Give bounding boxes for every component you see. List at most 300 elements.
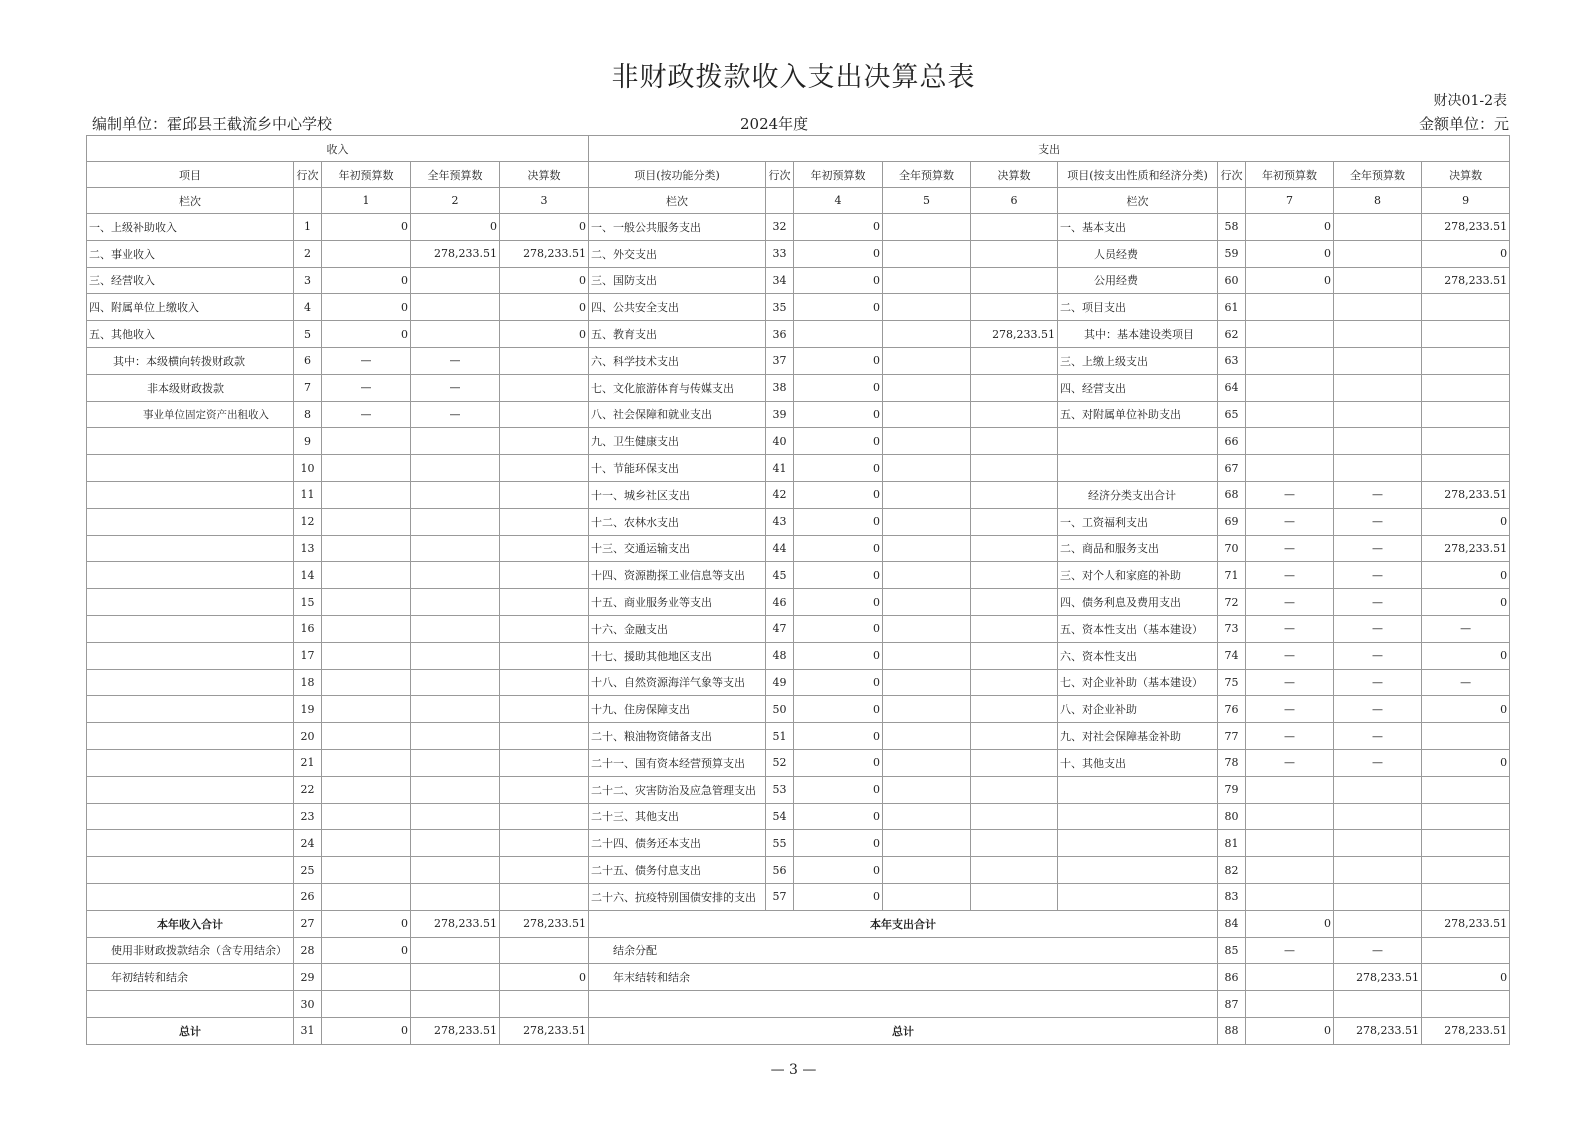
amount-cell (322, 642, 411, 669)
amount-cell (1246, 347, 1334, 374)
row-number-cell: 24 (294, 830, 322, 857)
amount-cell (883, 214, 971, 241)
amount-cell (971, 589, 1058, 616)
amount-cell (883, 857, 971, 884)
row-number-cell: 31 (294, 1017, 322, 1044)
amount-cell (1246, 401, 1334, 428)
column-header-row (87, 162, 1510, 188)
amount-cell (883, 401, 971, 428)
row-number-cell: 83 (1218, 883, 1246, 910)
item-cell: 二十一、国有资本经营预算支出 (589, 749, 766, 776)
row-number-cell: 41 (766, 455, 794, 482)
amount-cell: 0 (500, 294, 589, 321)
row-number-cell: 25 (294, 857, 322, 884)
row-number-cell: 87 (1218, 991, 1246, 1018)
budget-summary-table (86, 135, 1510, 1045)
amount-cell: 278,233.51 (411, 910, 500, 937)
row-number-cell: 18 (294, 669, 322, 696)
amount-cell (500, 615, 589, 642)
amount-cell (1422, 401, 1510, 428)
amount-cell: 0 (794, 830, 883, 857)
column-header-cell: 全年预算数 (411, 162, 500, 188)
form-number: 财决01-2表 (1433, 93, 1507, 109)
table-row (87, 615, 1510, 642)
item-cell (87, 857, 294, 884)
table-row (87, 374, 1510, 401)
amount-cell (411, 294, 500, 321)
item-cell: 一、上级补助收入 (87, 214, 294, 241)
row-number-cell: 75 (1218, 669, 1246, 696)
amount-cell: — (1246, 642, 1334, 669)
amount-cell (322, 562, 411, 589)
row-number-cell: 37 (766, 347, 794, 374)
amount-cell (971, 374, 1058, 401)
amount-cell (971, 508, 1058, 535)
row-number-cell: 15 (294, 589, 322, 616)
amount-cell (883, 455, 971, 482)
row-number-cell: 43 (766, 508, 794, 535)
amount-cell: 0 (794, 428, 883, 455)
amount-cell (971, 240, 1058, 267)
amount-cell (883, 374, 971, 401)
amount-cell (411, 669, 500, 696)
amount-cell (500, 481, 589, 508)
row-number-cell: 57 (766, 883, 794, 910)
expense-section-header: 支出 (589, 136, 1510, 162)
row-number-cell: 2 (294, 240, 322, 267)
summary-expense-label (589, 991, 1218, 1018)
amount-cell: 0 (794, 615, 883, 642)
amount-cell (883, 883, 971, 910)
amount-cell (1334, 428, 1422, 455)
amount-cell (1422, 723, 1510, 750)
item-cell: 十五、商业服务业等支出 (589, 589, 766, 616)
row-number-cell: 22 (294, 776, 322, 803)
item-cell: 二、外交支出 (589, 240, 766, 267)
row-number-cell: 64 (1218, 374, 1246, 401)
item-cell: 七、文化旅游体育与传媒支出 (589, 374, 766, 401)
column-header-cell: 年初预算数 (322, 162, 411, 188)
row-number-cell: 52 (766, 749, 794, 776)
row-number-cell: 1 (294, 214, 322, 241)
amount-cell (1246, 294, 1334, 321)
amount-cell: 0 (1422, 749, 1510, 776)
amount-cell (411, 562, 500, 589)
row-number-cell: 85 (1218, 937, 1246, 964)
amount-cell: — (1246, 669, 1334, 696)
amount-cell (1334, 910, 1422, 937)
row-number-cell: 32 (766, 214, 794, 241)
amount-cell (1334, 991, 1422, 1018)
row-number-cell: 84 (1218, 910, 1246, 937)
amount-cell (1246, 776, 1334, 803)
item-cell: 二十、粮油物资储备支出 (589, 723, 766, 750)
amount-cell: — (1246, 937, 1334, 964)
item-cell: 四、经营支出 (1058, 374, 1218, 401)
row-number-cell: 23 (294, 803, 322, 830)
amount-cell (411, 589, 500, 616)
row-number-cell: 3 (294, 267, 322, 294)
amount-cell: 0 (794, 776, 883, 803)
summary-item-cell: 总计 (87, 1017, 294, 1044)
item-cell: 事业单位固定资产出租收入 (87, 401, 294, 428)
item-cell (87, 562, 294, 589)
amount-cell (883, 589, 971, 616)
column-header-cell (766, 188, 794, 214)
amount-cell (411, 723, 500, 750)
amount-cell: — (322, 347, 411, 374)
item-cell (87, 696, 294, 723)
item-cell (87, 615, 294, 642)
amount-cell (971, 696, 1058, 723)
amount-cell: 0 (1246, 240, 1334, 267)
amount-cell: — (1422, 615, 1510, 642)
amount-cell: 0 (500, 321, 589, 348)
amount-cell (971, 723, 1058, 750)
row-number-cell: 51 (766, 723, 794, 750)
column-header-cell: 行次 (766, 162, 794, 188)
item-cell: 一、基本支出 (1058, 214, 1218, 241)
amount-cell: — (1246, 589, 1334, 616)
summary-expense-label: 本年支出合计 (589, 910, 1218, 937)
item-cell (87, 803, 294, 830)
amount-cell: — (1246, 723, 1334, 750)
table-row (87, 428, 1510, 455)
row-number-cell: 72 (1218, 589, 1246, 616)
item-cell (87, 669, 294, 696)
item-cell: 三、上缴上级支出 (1058, 347, 1218, 374)
amount-cell (1422, 991, 1510, 1018)
amount-cell (1334, 347, 1422, 374)
amount-cell: — (1246, 615, 1334, 642)
amount-cell (1422, 776, 1510, 803)
column-header-cell: 5 (883, 188, 971, 214)
amount-cell: 0 (322, 294, 411, 321)
amount-cell (411, 267, 500, 294)
amount-cell (500, 347, 589, 374)
item-cell: 非本级财政拨款 (87, 374, 294, 401)
amount-cell (971, 535, 1058, 562)
fiscal-year: 2024年度 (740, 115, 809, 133)
summary-row (87, 910, 1510, 937)
item-cell (1058, 428, 1218, 455)
amount-cell: 278,233.51 (1422, 481, 1510, 508)
summary-item-cell: 年初结转和结余 (87, 964, 294, 991)
amount-cell (322, 723, 411, 750)
amount-cell (500, 455, 589, 482)
item-cell: 三、经营收入 (87, 267, 294, 294)
amount-cell (322, 830, 411, 857)
amount-cell: 0 (794, 749, 883, 776)
column-header-cell: 项目(按功能分类) (589, 162, 766, 188)
amount-cell: 278,233.51 (500, 1017, 589, 1044)
amount-cell (1246, 455, 1334, 482)
money-unit: 金额单位：元 (1418, 115, 1509, 133)
amount-cell: — (1422, 669, 1510, 696)
item-cell: 十七、援助其他地区支出 (589, 642, 766, 669)
row-number-cell: 71 (1218, 562, 1246, 589)
amount-cell: 0 (1422, 508, 1510, 535)
amount-cell: — (411, 347, 500, 374)
row-number-cell: 6 (294, 347, 322, 374)
row-number-cell: 33 (766, 240, 794, 267)
amount-cell (1334, 857, 1422, 884)
amount-cell (971, 642, 1058, 669)
amount-cell (1422, 428, 1510, 455)
row-number-cell: 61 (1218, 294, 1246, 321)
item-cell: 十二、农林水支出 (589, 508, 766, 535)
amount-cell (1422, 294, 1510, 321)
item-cell: 十三、交通运输支出 (589, 535, 766, 562)
amount-cell (883, 321, 971, 348)
column-header-cell: 4 (794, 188, 883, 214)
amount-cell (1334, 883, 1422, 910)
amount-cell (322, 481, 411, 508)
amount-cell (971, 401, 1058, 428)
amount-cell (1422, 455, 1510, 482)
row-number-cell: 82 (1218, 857, 1246, 884)
amount-cell (322, 803, 411, 830)
column-header-cell: 栏次 (1058, 188, 1218, 214)
row-number-cell: 16 (294, 615, 322, 642)
amount-cell (411, 937, 500, 964)
row-number-cell: 88 (1218, 1017, 1246, 1044)
amount-cell: 0 (411, 214, 500, 241)
amount-cell: — (1246, 562, 1334, 589)
amount-cell (500, 508, 589, 535)
item-cell: 二、事业收入 (87, 240, 294, 267)
amount-cell: — (411, 374, 500, 401)
amount-cell (500, 803, 589, 830)
amount-cell: 0 (794, 669, 883, 696)
amount-cell (322, 964, 411, 991)
item-cell (87, 749, 294, 776)
column-header-cell: 栏次 (589, 188, 766, 214)
amount-cell: 0 (1422, 964, 1510, 991)
item-cell (87, 830, 294, 857)
item-cell: 九、对社会保障基金补助 (1058, 723, 1218, 750)
column-header-cell: 行次 (1218, 162, 1246, 188)
summary-item-cell: 使用非财政拨款结余（含专用结余） (87, 937, 294, 964)
amount-cell (971, 562, 1058, 589)
amount-cell (971, 803, 1058, 830)
amount-cell (500, 937, 589, 964)
row-number-cell: 21 (294, 749, 322, 776)
item-cell: 五、对附属单位补助支出 (1058, 401, 1218, 428)
column-header-cell: 年初预算数 (794, 162, 883, 188)
amount-cell: 278,233.51 (500, 240, 589, 267)
amount-cell (411, 883, 500, 910)
row-number-cell: 5 (294, 321, 322, 348)
amount-cell (1246, 803, 1334, 830)
amount-cell (971, 615, 1058, 642)
amount-cell: — (1334, 696, 1422, 723)
amount-cell: 0 (794, 455, 883, 482)
table-row (87, 669, 1510, 696)
summary-row (87, 991, 1510, 1018)
amount-cell (322, 455, 411, 482)
item-cell (1058, 883, 1218, 910)
item-cell: 六、资本性支出 (1058, 642, 1218, 669)
column-header-cell: 年初预算数 (1246, 162, 1334, 188)
item-cell (1058, 830, 1218, 857)
amount-cell: 278,233.51 (1422, 1017, 1510, 1044)
row-number-cell: 53 (766, 776, 794, 803)
income-section-header: 收入 (87, 136, 589, 162)
amount-cell (883, 696, 971, 723)
amount-cell (1334, 803, 1422, 830)
amount-cell (411, 803, 500, 830)
row-number-cell: 9 (294, 428, 322, 455)
amount-cell (411, 857, 500, 884)
row-number-cell: 36 (766, 321, 794, 348)
summary-expense-label: 结余分配 (589, 937, 1218, 964)
amount-cell (411, 508, 500, 535)
amount-cell (1422, 857, 1510, 884)
amount-cell (500, 374, 589, 401)
amount-cell (322, 589, 411, 616)
row-number-cell: 19 (294, 696, 322, 723)
amount-cell (971, 883, 1058, 910)
amount-cell (322, 240, 411, 267)
item-cell (87, 481, 294, 508)
amount-cell (971, 669, 1058, 696)
summary-item-cell: 本年收入合计 (87, 910, 294, 937)
amount-cell (322, 615, 411, 642)
amount-cell (411, 535, 500, 562)
amount-cell (411, 321, 500, 348)
amount-cell: 278,233.51 (411, 1017, 500, 1044)
amount-cell (1334, 401, 1422, 428)
item-cell: 四、债务利息及费用支出 (1058, 589, 1218, 616)
row-number-cell: 66 (1218, 428, 1246, 455)
amount-cell: 0 (1246, 1017, 1334, 1044)
column-header-cell: 决算数 (1422, 162, 1510, 188)
amount-cell (883, 776, 971, 803)
amount-cell: — (1334, 508, 1422, 535)
row-number-cell: 29 (294, 964, 322, 991)
amount-cell (1334, 374, 1422, 401)
amount-cell (500, 696, 589, 723)
item-cell (1058, 857, 1218, 884)
amount-cell (411, 749, 500, 776)
summary-expense-label: 总计 (589, 1017, 1218, 1044)
amount-cell: 0 (322, 214, 411, 241)
amount-cell: 0 (1422, 240, 1510, 267)
amount-cell (971, 267, 1058, 294)
row-number-cell: 59 (1218, 240, 1246, 267)
amount-cell (411, 991, 500, 1018)
amount-cell: — (1334, 937, 1422, 964)
amount-cell: 0 (794, 535, 883, 562)
amount-cell (411, 428, 500, 455)
amount-cell: 0 (794, 374, 883, 401)
item-cell: 八、对企业补助 (1058, 696, 1218, 723)
amount-cell (1246, 428, 1334, 455)
row-number-cell: 86 (1218, 964, 1246, 991)
column-header-cell: 1 (322, 188, 411, 214)
amount-cell (1246, 321, 1334, 348)
amount-cell (500, 749, 589, 776)
row-number-cell: 42 (766, 481, 794, 508)
table-row (87, 749, 1510, 776)
item-cell: 其中：本级横向转拨财政款 (87, 347, 294, 374)
column-header-cell: 9 (1422, 188, 1510, 214)
item-cell: 十八、自然资源海洋气象等支出 (589, 669, 766, 696)
item-cell: 四、公共安全支出 (589, 294, 766, 321)
item-cell: 七、对企业补助（基本建设） (1058, 669, 1218, 696)
amount-cell: — (1334, 615, 1422, 642)
item-cell (87, 883, 294, 910)
item-cell (87, 776, 294, 803)
amount-cell: — (1334, 723, 1422, 750)
page-number: — 3 — (770, 1062, 817, 1078)
amount-cell: 0 (1246, 910, 1334, 937)
row-number-cell: 27 (294, 910, 322, 937)
amount-cell (1422, 937, 1510, 964)
amount-cell: — (1334, 642, 1422, 669)
row-number-cell: 49 (766, 669, 794, 696)
amount-cell (883, 803, 971, 830)
amount-cell (411, 964, 500, 991)
amount-cell (411, 481, 500, 508)
amount-cell (883, 562, 971, 589)
item-cell: 四、附属单位上缴收入 (87, 294, 294, 321)
amount-cell (500, 428, 589, 455)
amount-cell (500, 535, 589, 562)
amount-cell (883, 830, 971, 857)
item-cell: 二十二、灾害防治及应急管理支出 (589, 776, 766, 803)
column-header-cell: 7 (1246, 188, 1334, 214)
amount-cell: 0 (794, 401, 883, 428)
item-cell: 五、其他收入 (87, 321, 294, 348)
table-row (87, 321, 1510, 348)
section-header-row (87, 136, 1510, 162)
amount-cell (411, 615, 500, 642)
row-number-cell: 81 (1218, 830, 1246, 857)
item-cell: 十一、城乡社区支出 (589, 481, 766, 508)
row-number-cell: 20 (294, 723, 322, 750)
amount-cell: 278,233.51 (1334, 964, 1422, 991)
item-cell: 十、节能环保支出 (589, 455, 766, 482)
amount-cell: — (1246, 508, 1334, 535)
item-cell: 二、商品和服务支出 (1058, 535, 1218, 562)
amount-cell: 0 (794, 562, 883, 589)
amount-cell (883, 428, 971, 455)
amount-cell: 0 (794, 803, 883, 830)
amount-cell (411, 642, 500, 669)
row-number-cell: 55 (766, 830, 794, 857)
amount-cell: 0 (794, 589, 883, 616)
item-cell (87, 535, 294, 562)
amount-cell (1334, 267, 1422, 294)
item-cell: 二十五、债务付息支出 (589, 857, 766, 884)
amount-cell (971, 749, 1058, 776)
amount-cell: 0 (500, 214, 589, 241)
amount-cell (500, 991, 589, 1018)
item-cell (87, 508, 294, 535)
row-number-cell: 67 (1218, 455, 1246, 482)
row-number-cell: 69 (1218, 508, 1246, 535)
amount-cell (500, 562, 589, 589)
table-row (87, 401, 1510, 428)
table-row (87, 455, 1510, 482)
amount-cell: 278,233.51 (1422, 910, 1510, 937)
page-title: 非财政拨款收入支出决算总表 (611, 62, 976, 93)
amount-cell: 0 (322, 937, 411, 964)
column-header-cell: 2 (411, 188, 500, 214)
amount-cell (322, 776, 411, 803)
